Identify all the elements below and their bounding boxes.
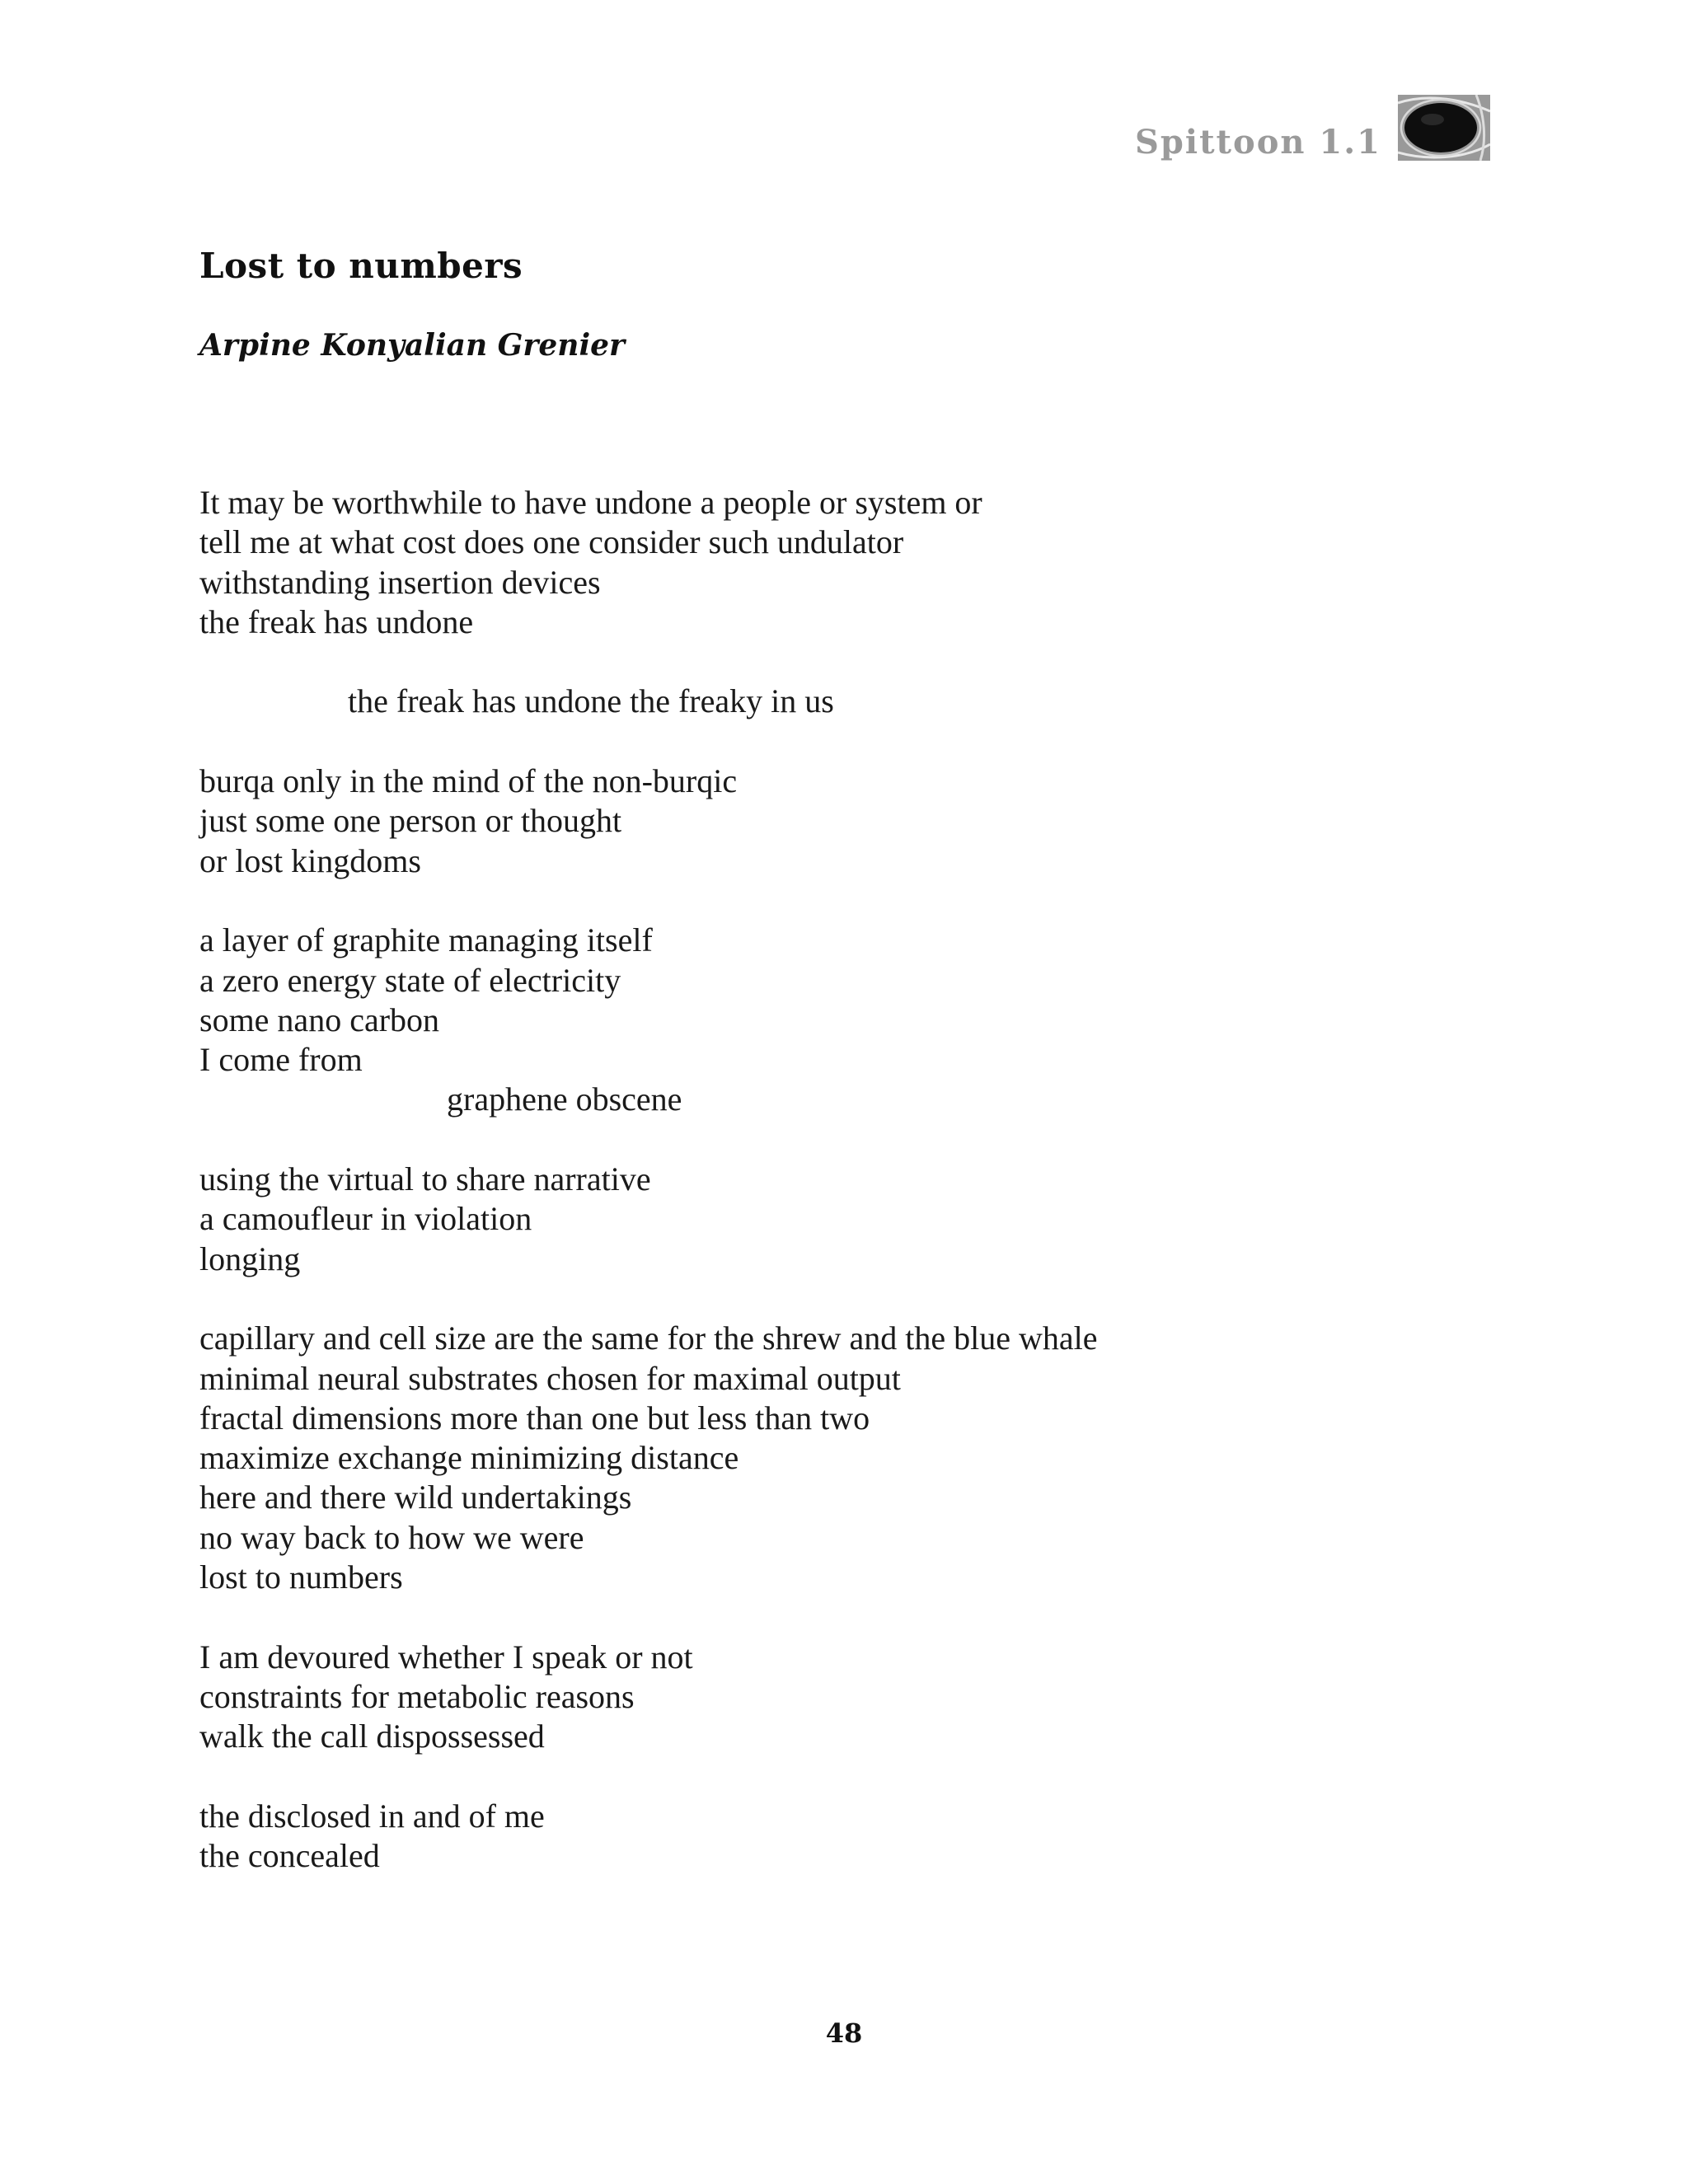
poem-line: walk the call dispossessed xyxy=(199,1718,545,1755)
poem-line: capillary and cell size are the same for the shrew and the blue whale xyxy=(199,1319,1098,1357)
poem-line: graphene obscene xyxy=(447,1080,682,1118)
poem-line: withstanding insertion devices xyxy=(199,563,601,601)
stanza-2 xyxy=(199,682,1098,721)
black-stone-logo-icon xyxy=(1398,95,1490,161)
stanza-8 xyxy=(199,1797,1098,1877)
poem-line: the freak has undone xyxy=(199,602,474,640)
stanza-6 xyxy=(199,1319,1098,1597)
poem-line: here and there wild undertakings xyxy=(199,1479,632,1516)
poem-line: I am devoured whether I speak or not xyxy=(199,1638,693,1675)
poem-line: the disclosed in and of me xyxy=(199,1797,545,1835)
poem-line: I come from xyxy=(199,1041,363,1079)
poem-line: lost to numbers xyxy=(199,1558,403,1596)
page-header xyxy=(1135,95,1490,161)
poem-line: It may be worthwhile to have undone a people or system or xyxy=(199,484,982,521)
poem-line: just some one person or thought xyxy=(199,802,622,840)
journal-name: Spittoon 1.1 xyxy=(1135,123,1381,162)
stanza-4 xyxy=(199,921,1098,1119)
poem-line: burqa only in the mind of the non-burqic xyxy=(199,762,738,800)
poem-line: longing xyxy=(199,1240,301,1277)
poem-line: using the virtual to share narrative xyxy=(199,1160,651,1198)
stanza-5 xyxy=(199,1160,1098,1279)
poem-line: no way back to how we were xyxy=(199,1518,584,1556)
poem-line: some nano carbon xyxy=(199,1001,440,1038)
poem-title: Lost to numbers xyxy=(199,246,523,286)
stanza-1 xyxy=(199,483,1098,642)
poem-line: tell me at what cost does one consider such undulator xyxy=(199,523,904,561)
poem-line: the concealed xyxy=(199,1837,380,1875)
stanza-3 xyxy=(199,762,1098,881)
poem-line: maximize exchange minimizing distance xyxy=(199,1439,739,1477)
stanza-7 xyxy=(199,1638,1098,1757)
poem-line: a layer of graphite managing itself xyxy=(199,921,653,959)
poem-line: the freak has undone the freaky in us xyxy=(348,682,834,720)
poem-line: a camoufleur in violation xyxy=(199,1200,532,1238)
poem-body xyxy=(199,483,1098,1876)
poem-author: Arpine Konyalian Grenier xyxy=(199,328,626,363)
poem-line: minimal neural substrates chosen for maximal output xyxy=(199,1359,901,1397)
page-number: 48 xyxy=(825,2018,863,2049)
poem-line: a zero energy state of electricity xyxy=(199,961,621,999)
poem-line: or lost kingdoms xyxy=(199,841,421,879)
poem-line: fractal dimensions more than one but less than two xyxy=(199,1399,870,1436)
poem-line: constraints for metabolic reasons xyxy=(199,1677,635,1715)
